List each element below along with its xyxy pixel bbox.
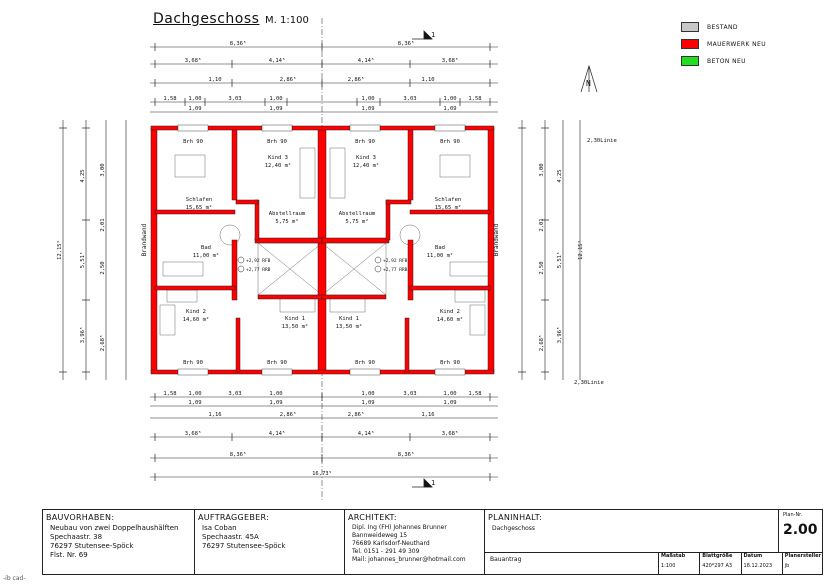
dim-bot-r5-1: 8,36⁵	[397, 452, 415, 458]
plan-meta-cell: Datum 18.12.2023	[742, 552, 783, 574]
dim-bot-r1-6: 1,00	[443, 391, 457, 397]
room-area: 12,40 m²	[352, 163, 380, 169]
dim-top-r3-1: 2,86⁵	[279, 77, 297, 83]
dim-top-r4-2: 3,03	[228, 96, 242, 102]
room-name: Schlafen	[185, 197, 213, 203]
dim-right-6: 2,50	[539, 261, 545, 275]
room-area: 11,00 m²	[192, 253, 220, 259]
wall-label-right: Brandwand	[493, 223, 500, 257]
room-area: 5,75 m²	[345, 219, 369, 225]
room-name: Kind 1	[285, 316, 305, 322]
architect-heading: ARCHITEKT:	[348, 513, 397, 522]
dim-top-r3-0: 1,10	[208, 77, 222, 83]
drawing-title: Dachgeschoss	[153, 11, 260, 27]
plan-meta-cell: Maßstab 1:100	[659, 552, 700, 574]
dim-bot-r4-2: 4,14⁵	[357, 431, 375, 437]
level-label: +2,77 RRB	[383, 268, 408, 273]
architect-line: 76689 Karlsdorf-Neuthard	[352, 540, 430, 547]
dim-top-r4-0: 1,58	[163, 96, 177, 102]
dim-bot-r2-2: 1,09	[361, 400, 375, 406]
room-area: 13,50 m²	[335, 324, 363, 330]
dim-bot-r1-2: 3,03	[228, 391, 242, 397]
project-line: Neubau von zwei Doppelhaushälften	[50, 524, 179, 532]
dim-top-r3-3: 1,10	[421, 77, 435, 83]
dim-bot-r1-0: 1,58	[163, 391, 177, 397]
dim-bot-r1-5: 3,03	[403, 391, 417, 397]
plan-section	[484, 509, 823, 574]
window-label: Brh 90	[440, 139, 460, 145]
window-label: Brh 90	[440, 360, 460, 366]
dim-right-2: 5,51⁵	[557, 251, 563, 269]
dim-left-4: 3,00	[100, 163, 106, 177]
side-note-top: 2,30Linie	[587, 138, 617, 144]
dim-bot-r3-1: 2,86⁵	[279, 412, 297, 418]
dim-left-0: 12,15⁵	[57, 240, 63, 260]
dim-right-3: 3,96⁵	[557, 326, 563, 344]
dim-right-0: 12,15⁵	[578, 240, 584, 260]
section-mark-bottom: 1	[431, 479, 436, 487]
room-name: Kind 3	[356, 155, 376, 161]
dim-top-r5-1: 1,09	[269, 106, 283, 112]
architect-line: Tel. 0151 - 291 49 309	[352, 548, 420, 555]
room-area: 12,40 m²	[264, 163, 292, 169]
window-label: Brh 90	[267, 139, 287, 145]
plan-number: 2.00	[783, 522, 818, 538]
dim-left-3: 3,96⁵	[80, 326, 86, 344]
dim-bot-total: 16,73⁵	[312, 471, 332, 477]
room-name: Kind 2	[186, 309, 206, 315]
project-section	[42, 509, 195, 574]
legend-label: BESTAND	[707, 23, 738, 31]
room-name: Kind 1	[339, 316, 359, 322]
window-label: Brh 90	[355, 139, 375, 145]
room-area: 14,60 m²	[436, 317, 464, 323]
dim-top-r4-3: 1,00	[269, 96, 283, 102]
dim-top-r2-3: 3,68⁵	[441, 58, 459, 64]
dim-bot-r4-3: 3,68⁵	[441, 431, 459, 437]
architect-section	[344, 509, 485, 574]
dim-top-r1-1: 8,36⁵	[397, 41, 415, 47]
dim-right-1: 4,25	[557, 169, 563, 183]
project-line: Spechaastr. 38	[50, 533, 103, 541]
dim-bot-r1-7: 1,58	[468, 391, 482, 397]
dim-bot-r3-3: 1,16	[421, 412, 435, 418]
dim-top-r4-4: 1,00	[361, 96, 375, 102]
plan-meta-cell: Blattgröße 420*297 A3	[700, 552, 741, 574]
plan-meta-cell: Planersteller jb	[784, 553, 822, 569]
plan-number-label: Plan-Nr.	[783, 512, 803, 518]
room-name: Abstellraum	[268, 211, 306, 217]
dim-top-r4-1: 1,00	[188, 96, 202, 102]
room-area: 15,65 m²	[434, 205, 462, 211]
dim-bot-r1-1: 1,00	[188, 391, 202, 397]
plan-heading: PLANINHALT:	[488, 513, 543, 522]
side-note-bottom: 2,30Linie	[574, 380, 604, 386]
room-name: Bad	[201, 245, 211, 251]
dim-right-4: 3,00	[539, 163, 545, 177]
section-mark-top: 1	[431, 31, 436, 39]
dim-top-r2-2: 4,14⁵	[357, 58, 375, 64]
dim-top-r4-7: 1,58	[468, 96, 482, 102]
dim-top-r5-2: 1,09	[361, 106, 375, 112]
client-line: 76297 Stutensee-Spöck	[202, 542, 286, 550]
dim-bot-r1-3: 1,00	[269, 391, 283, 397]
plan-meta-table	[658, 552, 823, 574]
architect-line: Bannweideweg 15	[352, 532, 408, 539]
dim-left-1: 4,25	[80, 169, 86, 183]
dim-top-r1-0: 8,36⁵	[229, 41, 247, 47]
room-area: 11,00 m²	[426, 253, 454, 259]
level-label: +2,92 RFB	[383, 259, 408, 264]
dim-top-r2-0: 3,68⁵	[184, 58, 202, 64]
client-section	[194, 509, 345, 574]
dim-top-r4-5: 3,03	[403, 96, 417, 102]
level-label: +2,77 RRB	[246, 268, 271, 273]
dim-bot-r5-0: 8,36⁵	[229, 452, 247, 458]
room-area: 5,75 m²	[275, 219, 299, 225]
dim-bot-r4-1: 4,14⁵	[268, 431, 286, 437]
dim-top-r3-2: 2,86⁵	[347, 77, 365, 83]
dim-top-r5-3: 1,09	[443, 106, 457, 112]
level-label: +2,92 RFB	[246, 259, 271, 264]
dim-bot-r2-0: 1,09	[188, 400, 202, 406]
dim-left-7: 2,68⁵	[100, 334, 106, 352]
window-label: Brh 90	[355, 360, 375, 366]
dim-bot-r3-0: 1,16	[208, 412, 222, 418]
dim-left-2: 5,51⁵	[80, 251, 86, 269]
dim-right-5: 2,01	[539, 218, 545, 232]
room-name: Kind 3	[268, 155, 288, 161]
project-line: Flst. Nr. 69	[50, 551, 88, 559]
window-label: Brh 90	[183, 139, 203, 145]
room-area: 15,65 m²	[185, 205, 213, 211]
project-line: 76297 Stutensee-Spöck	[50, 542, 134, 550]
dim-right-7: 2,68⁵	[539, 334, 545, 352]
dim-top-r4-6: 1,00	[443, 96, 457, 102]
wall-label-left: Brandwand	[141, 223, 148, 257]
cad-mark: -ib cad-	[3, 575, 26, 582]
plan-phase: Bauantrag	[490, 556, 522, 563]
window-label: Brh 90	[267, 360, 287, 366]
window-label: Brh 90	[183, 360, 203, 366]
dim-bot-r1-4: 1,00	[361, 391, 375, 397]
dim-bot-r2-1: 1,09	[269, 400, 283, 406]
room-name: Abstellraum	[338, 211, 376, 217]
room-name: Schlafen	[434, 197, 462, 203]
client-heading: AUFTRAGGEBER:	[198, 513, 270, 522]
client-line: Isa Coban	[202, 524, 237, 532]
dim-bot-r4-0: 3,68⁵	[184, 431, 202, 437]
legend-label: BETON NEU	[707, 57, 746, 65]
architect-line: Mail: johannes_brunner@hotmail.com	[352, 556, 466, 563]
plan-number-box	[778, 510, 823, 552]
plan-content: Dachgeschoss	[492, 525, 536, 532]
architect-line: Dipl. Ing (FH) Johannes Brunner	[352, 524, 447, 531]
north-label: N	[586, 79, 591, 88]
dim-bot-r2-3: 1,09	[443, 400, 457, 406]
client-line: Spechaastr. 45A	[202, 533, 259, 541]
dim-left-6: 2,50	[100, 261, 106, 275]
project-heading: BAUVORHABEN:	[46, 513, 115, 522]
dim-top-r5-0: 1,09	[188, 106, 202, 112]
room-name: Kind 2	[440, 309, 460, 315]
dim-top-r2-1: 4,14⁵	[268, 58, 286, 64]
room-area: 13,50 m²	[281, 324, 309, 330]
dim-bot-r3-2: 2,86⁵	[347, 412, 365, 418]
room-area: 14,60 m²	[182, 317, 210, 323]
legend-label: MAUERWERK NEU	[707, 40, 766, 48]
drawing-scale: M. 1:100	[265, 15, 309, 26]
dim-left-5: 2,01	[100, 218, 106, 232]
room-name: Bad	[435, 245, 445, 251]
